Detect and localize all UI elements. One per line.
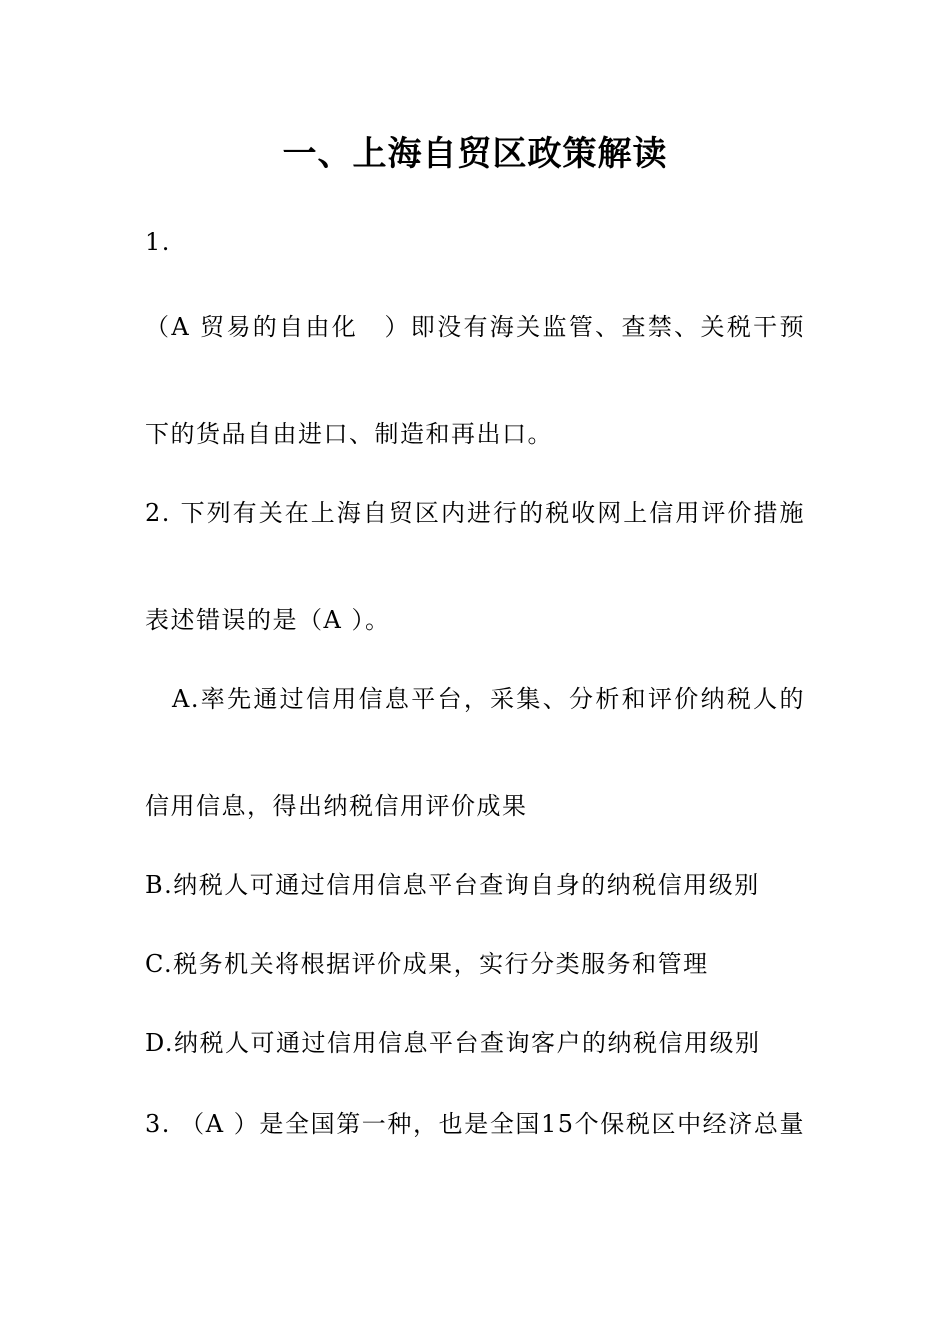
option-b: B.纳税人可通过信用信息平台查询自身的纳税信用级别	[145, 871, 760, 899]
question-2-text-line-1: 2. 下列有关在上海自贸区内进行的税收网上信用评价措施	[145, 499, 805, 527]
option-a-line-1: A.率先通过信用信息平台，采集、分析和评价纳税人的	[172, 685, 805, 713]
option-d: D.纳税人可通过信用信息平台查询客户的纳税信用级别	[145, 1029, 761, 1057]
page-title: 一、上海自贸区政策解读	[282, 134, 668, 174]
question-1-text-line-2: 下的货品自由进口、制造和再出口。	[145, 420, 553, 448]
question-1-text-line-1: （A 贸易的自由化 ）即没有海关监管、查禁、关税干预	[145, 313, 805, 341]
question-2-text-line-2: 表述错误的是（A ）。	[145, 606, 391, 634]
question-3-text-line-1: 3. （A ）是全国第一种，也是全国15个保税区中经济总量	[145, 1110, 805, 1138]
option-a-line-2: 信用信息，得出纳税信用评价成果	[145, 792, 528, 820]
question-1-number: 1.	[145, 228, 171, 256]
option-c: C.税务机关将根据评价成果，实行分类服务和管理	[145, 950, 709, 978]
